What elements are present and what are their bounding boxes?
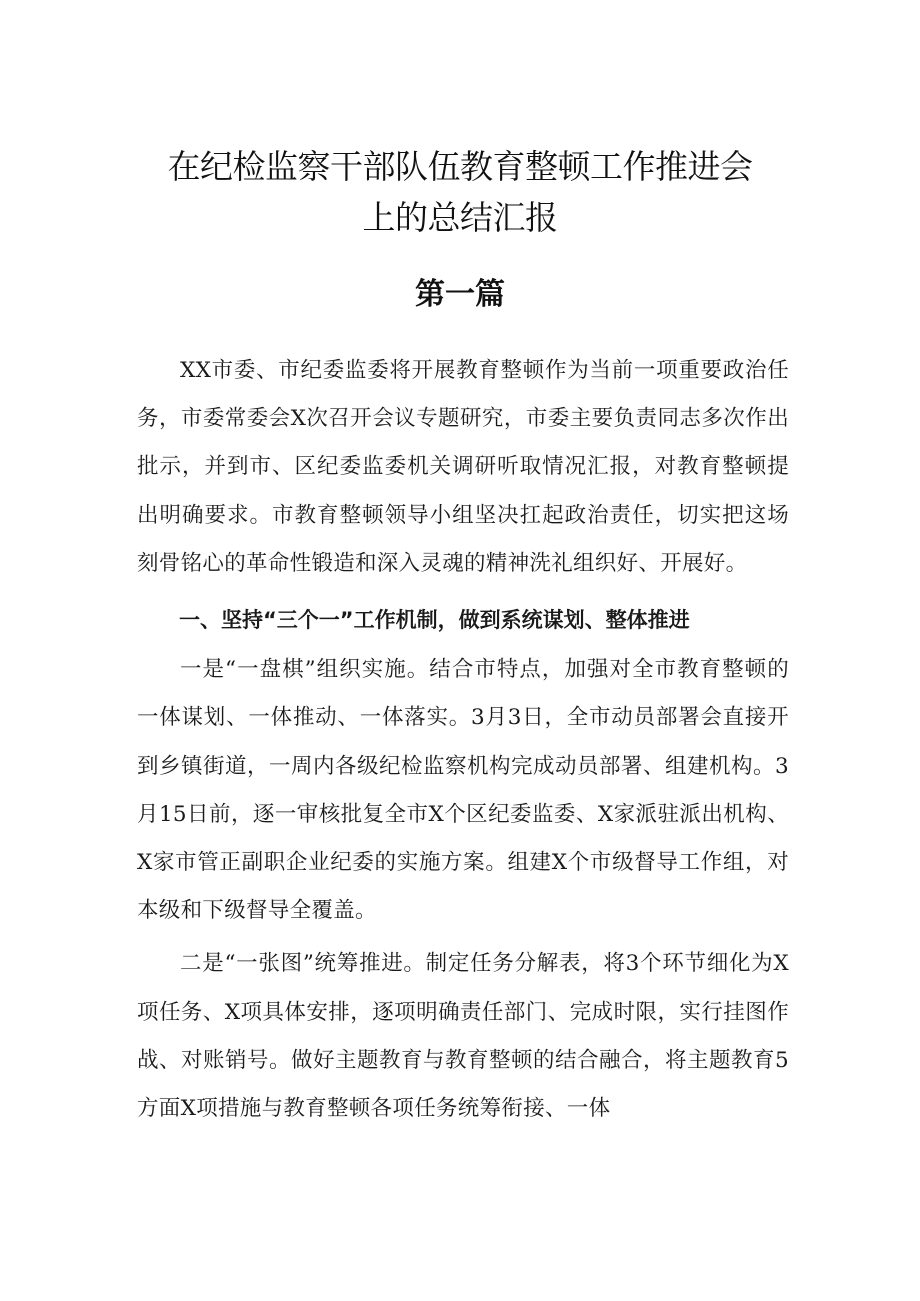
document-body <box>137 347 789 1133</box>
body-paragraph: XX市委、市纪委监委将开展教育整顿作为当前一项重要政治任务，市委常委会X次召开会议专题研究，市委主要负责同志多次作出批示，并到市、区纪委监委机关调研听取情况汇报，对教育整顿提出明确要求。市教育整顿领导小组坚决扛起政治责任，切实把这场刻骨铭心的革命性锻造和深入灵魂的精神洗礼组织好、开展好。 <box>137 358 789 576</box>
body-paragraph: 二是“一张图”统筹推进。制定任务分解表，将3个环节细化为X项任务、X项具体安排，逐项明确责任部门、完成时限，实行挂图作战、对账销号。做好主题教育与教育整顿的结合融合，将主题教育5方面X项措施与教育整顿各项任务统筹衔接、一体 <box>137 951 789 1122</box>
document-title-line-2: 上的总结汇报 <box>362 198 558 237</box>
body-paragraph: 一是“一盘棋”组织实施。结合市特点，加强对全市教育整顿的一体谋划、一体推动、一体落实。3月3日，全市动员部署会直接开到乡镇街道，一周内各级纪检监察机构完成动员部署、组建机构。3月15日前，逐一审核批复全市X个区纪委监委、X家派驻派出机构、X家市管正副职企业纪委的实施方案。组建X个市级督导工作组，对本级和下级督导全覆盖。 <box>137 657 789 924</box>
document-title-line-1: 在纪检监察干部队伍教育整顿工作推进会 <box>167 147 753 186</box>
section-title: 第一篇 <box>415 277 505 312</box>
section-heading: 一、坚持“三个一”工作机制，做到系统谋划、整体推进 <box>179 608 690 633</box>
